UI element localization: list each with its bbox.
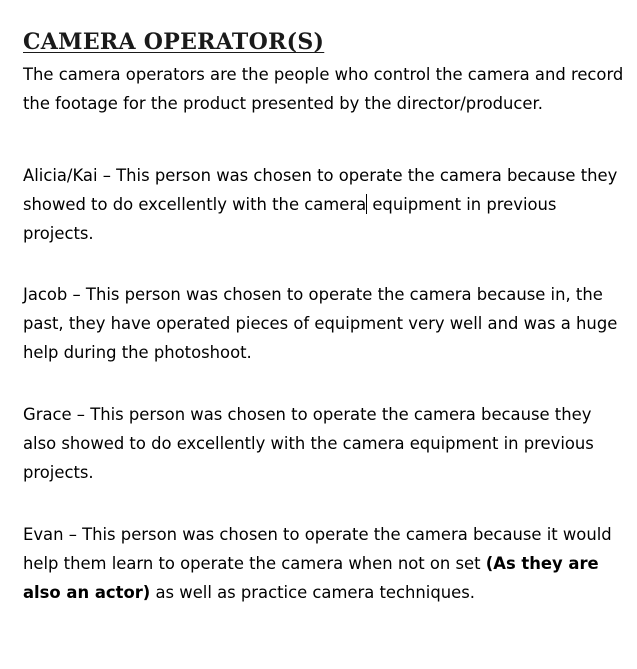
paragraph-evan-text-1: Evan – This person was chosen to operate the camera because it would help them learn to operate the camera when not on set: [23, 525, 612, 573]
paragraph-alicia-kai-text-1: Alicia/Kai – This person was chosen to operate the camera because they showed to do excellently with the camera: [23, 166, 618, 214]
paragraph-jacob: Jacob – This person was chosen to operate the camera because in, the past, they have operated pieces of equipment very well and was a huge help during the photoshoot.: [23, 285, 618, 362]
paragraph-alicia-kai: [23, 161, 627, 248]
paragraph-evan: [23, 520, 627, 607]
paragraph-evan-bold-note: (As they are also an actor): [23, 554, 599, 602]
document-page: [23, 28, 627, 607]
paragraph-evan-text-2: as well as practice camera techniques.: [150, 583, 475, 602]
intro-paragraph: The camera operators are the people who control the camera and record the footage for the product presented by the director/producer.: [23, 65, 624, 113]
section-heading: CAMERA OPERATOR(S): [23, 29, 325, 55]
paragraph-alicia-kai-text-2: equipment in previous projects.: [23, 195, 557, 243]
paragraph-grace: Grace – This person was chosen to operate the camera because they also showed to do excellently with the camera equipment in previous projects.: [23, 405, 594, 482]
